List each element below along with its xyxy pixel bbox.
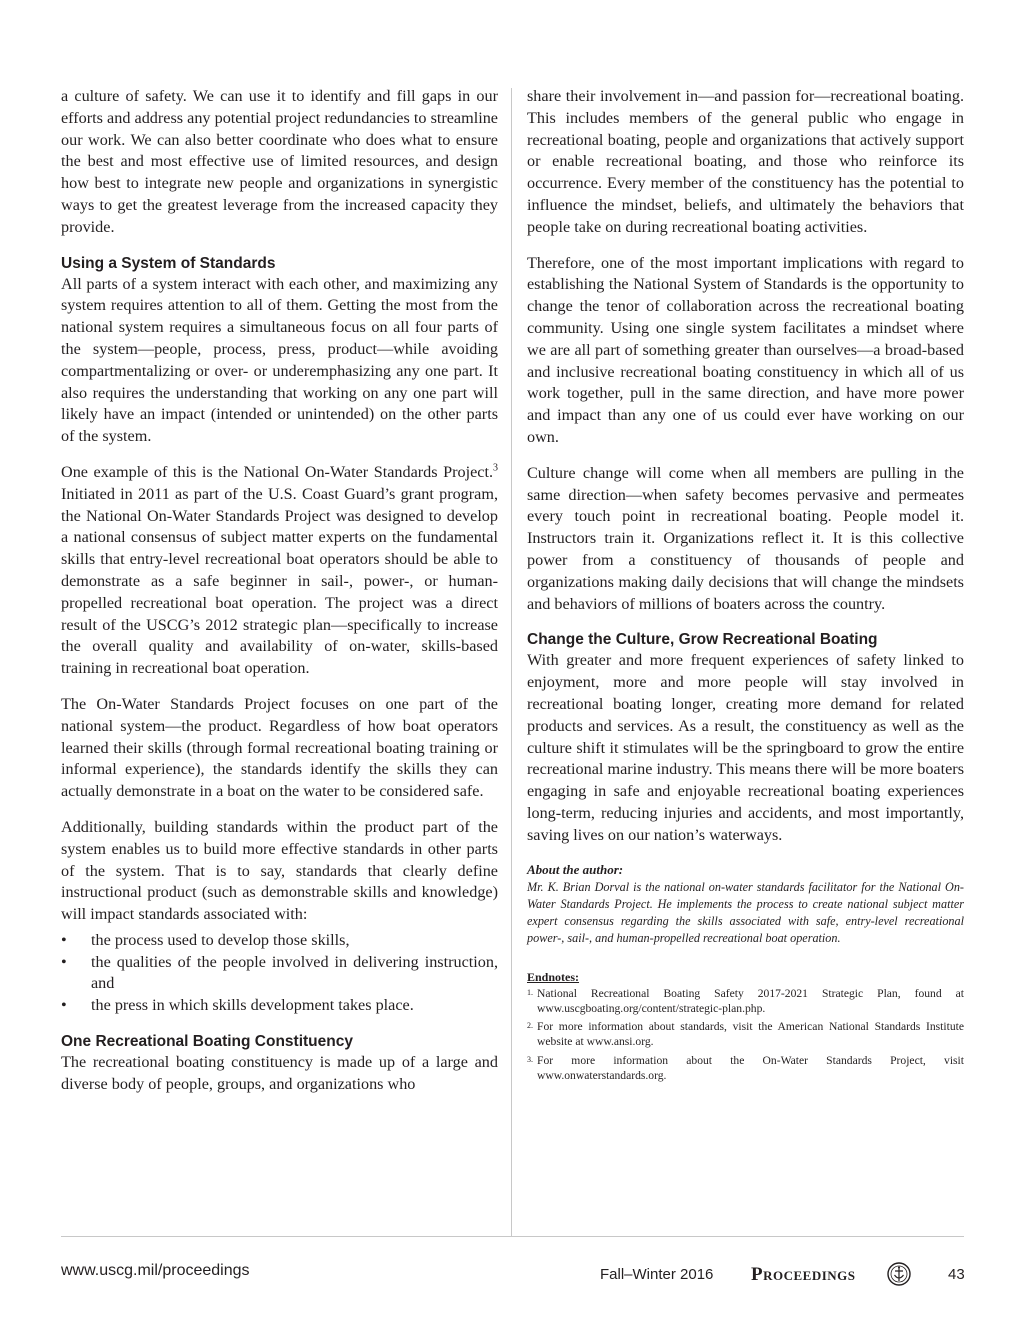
- list-item: [61, 952, 498, 996]
- footer-divider: [61, 1236, 964, 1237]
- endnote-number: 2.: [527, 1021, 533, 1031]
- list-item: [61, 995, 498, 1017]
- right-column: [527, 86, 964, 1088]
- paragraph: The On-Water Standards Project focuses on one part of the national system—the product. Regardless of how boat operators learned their skills (through formal recreational boating training or informal experience), the standards identify the skills they can actually demonstrate in a boat on the water to be considered safe.: [61, 694, 498, 801]
- list-item: [61, 930, 498, 952]
- endnotes-heading: Endnotes:: [527, 969, 580, 984]
- endnote-number: 1.: [527, 987, 533, 997]
- section-heading: One Recreational Boating Constituency: [61, 1033, 353, 1051]
- endnote-text: National Recreational Boating Safety 2017-2021 Strategic Plan, found at www.uscgboating.org/content/strategic-plan.php.: [537, 986, 964, 1015]
- list-item-text: the process used to develop those skills,: [91, 930, 350, 949]
- paragraph: All parts of a system interact with each other, and maximizing any system requires attention to all of them. Getting the most from the national system requires a simultaneous focus on all four parts of the system—people, process, press, product—while avoiding compartmentalizing or over- or underemphasizing any one part. It also requires the understanding that working on any one part will likely have an impact (intended or unintended) on the other parts of the system.: [61, 274, 498, 446]
- section-heading: Using a System of Standards: [61, 254, 276, 272]
- paragraph-text: One example of this is the National On-Water Standards Project.: [61, 462, 493, 481]
- about-author-heading: About the author:: [527, 861, 624, 877]
- endnote: [527, 1054, 964, 1084]
- footer-publication-logo: Proceedings: [751, 1264, 856, 1285]
- endnote-reference: 3: [493, 462, 498, 474]
- footer-website-link[interactable]: www.uscg.mil/proceedings: [61, 1262, 250, 1279]
- paragraph: [61, 462, 498, 680]
- coast-guard-seal-icon: [887, 1262, 911, 1286]
- endnote: [527, 1020, 964, 1050]
- page-number: 43: [948, 1266, 965, 1283]
- endnote: [527, 987, 964, 1017]
- column-divider: [511, 88, 512, 1236]
- paragraph: Culture change will come when all members are pulling in the same direction—when safety becomes pervasive and permeates every touch point in recreational boating. People model it. Instructors train it. Organizations reflect it. It is this collective power from a constituency of thousands of people and organizations making daily decisions that will change the mindsets and behaviors of millions of boaters across the country.: [527, 463, 964, 613]
- paragraph: With greater and more frequent experiences of safety linked to enjoyment, more and more people will stay involved in recreational boating longer, creating more demand for related products and services. As a result, the constituency as well as the culture shift it stimulates will be the springboard to grow the entire recreational marine industry. This means there will be more boaters engaging in safe and enjoyable recreational boating experiences long-term, reducing injuries and accidents, and most importantly, saving lives on our nation’s waterways.: [527, 651, 964, 844]
- left-column: [61, 86, 498, 1110]
- about-author-text: Mr. K. Brian Dorval is the national on-water standards facilitator for the National On-Water Standards Project. He implements the process to create national subject matter expert consensus regarding the skills associated with safe, entry-level recreational power-, sail-, and human-propelled recreational boat operation.: [527, 879, 964, 945]
- section-heading: Change the Culture, Grow Recreational Boating: [527, 631, 878, 649]
- bullet-icon: •: [61, 996, 67, 1015]
- bullet-icon: •: [61, 952, 67, 971]
- paragraph-text: Initiated in 2011 as part of the U.S. Coast Guard’s grant program, the National On-Water Standards Project was designed to develop a national consensus of subject matter experts on the fundamental skills that entry-level recreational boat operators should be able to demonstrate as a safe beginner in sail-, power-, or human-propelled recreational boat operation. The project was a direct result of the USCG’s 2012 strategic plan—specifically to increase the overall quality and availability of on-water, skills-based training in recreational boat operation.: [61, 484, 498, 678]
- paragraph: Additionally, building standards within the product part of the system enables us to build more effective standards in other parts of the system. That is to say, standards that clearly define instructional product (such as demonstrable skills and knowledge) will impact standards associated with:: [61, 817, 498, 924]
- footer-issue-date: Fall–Winter 2016: [600, 1266, 714, 1283]
- paragraph: Therefore, one of the most important implications with regard to establishing the National System of Standards is the opportunity to change the tenor of collaboration across the recreational boating community. Using one single system facilitates a mindset where we are all part of something greater than ourselves—a broad-based and inclusive recreational boating constituency in which all of us work together, pull in the same direction, and have more power and impact than any one of us could ever have working on our own.: [527, 253, 964, 446]
- paragraph: The recreational boating constituency is made up of a large and diverse body of people, groups, and organizations who: [61, 1053, 498, 1093]
- paragraph: share their involvement in—and passion for—recreational boating. This includes members of the general public who engage in recreational boating, people and organizations that actively support or enable recreational boating, and those who reinforce its occurrence. Every member of the constituency has the potential to influence the mindset, beliefs, and ultimately the behaviors that people take on during recreational boating activities.: [527, 87, 964, 236]
- bullet-list: [61, 930, 498, 1017]
- list-item-text: the press in which skills development takes place.: [91, 996, 414, 1015]
- endnote-number: 3.: [527, 1055, 533, 1065]
- list-item-text: the qualities of the people involved in delivering instruction, and: [91, 952, 498, 993]
- endnote-text: For more information about standards, visit the American National Standards Institute website at www.ansi.org.: [537, 1020, 964, 1049]
- bullet-icon: •: [61, 930, 67, 949]
- paragraph: a culture of safety. We can use it to identify and fill gaps in our efforts and address any potential project redundancies to streamline our work. We can also better coordinate who does what to ensure the best and most effective use of limited resources, and design how best to integrate new people and organizations in synergistic ways to get the greatest leverage from the increased capacity they provide.: [61, 87, 498, 236]
- endnote-text: For more information about the On-Water Standards Project, visit www.onwaterstandards.org.: [537, 1054, 964, 1082]
